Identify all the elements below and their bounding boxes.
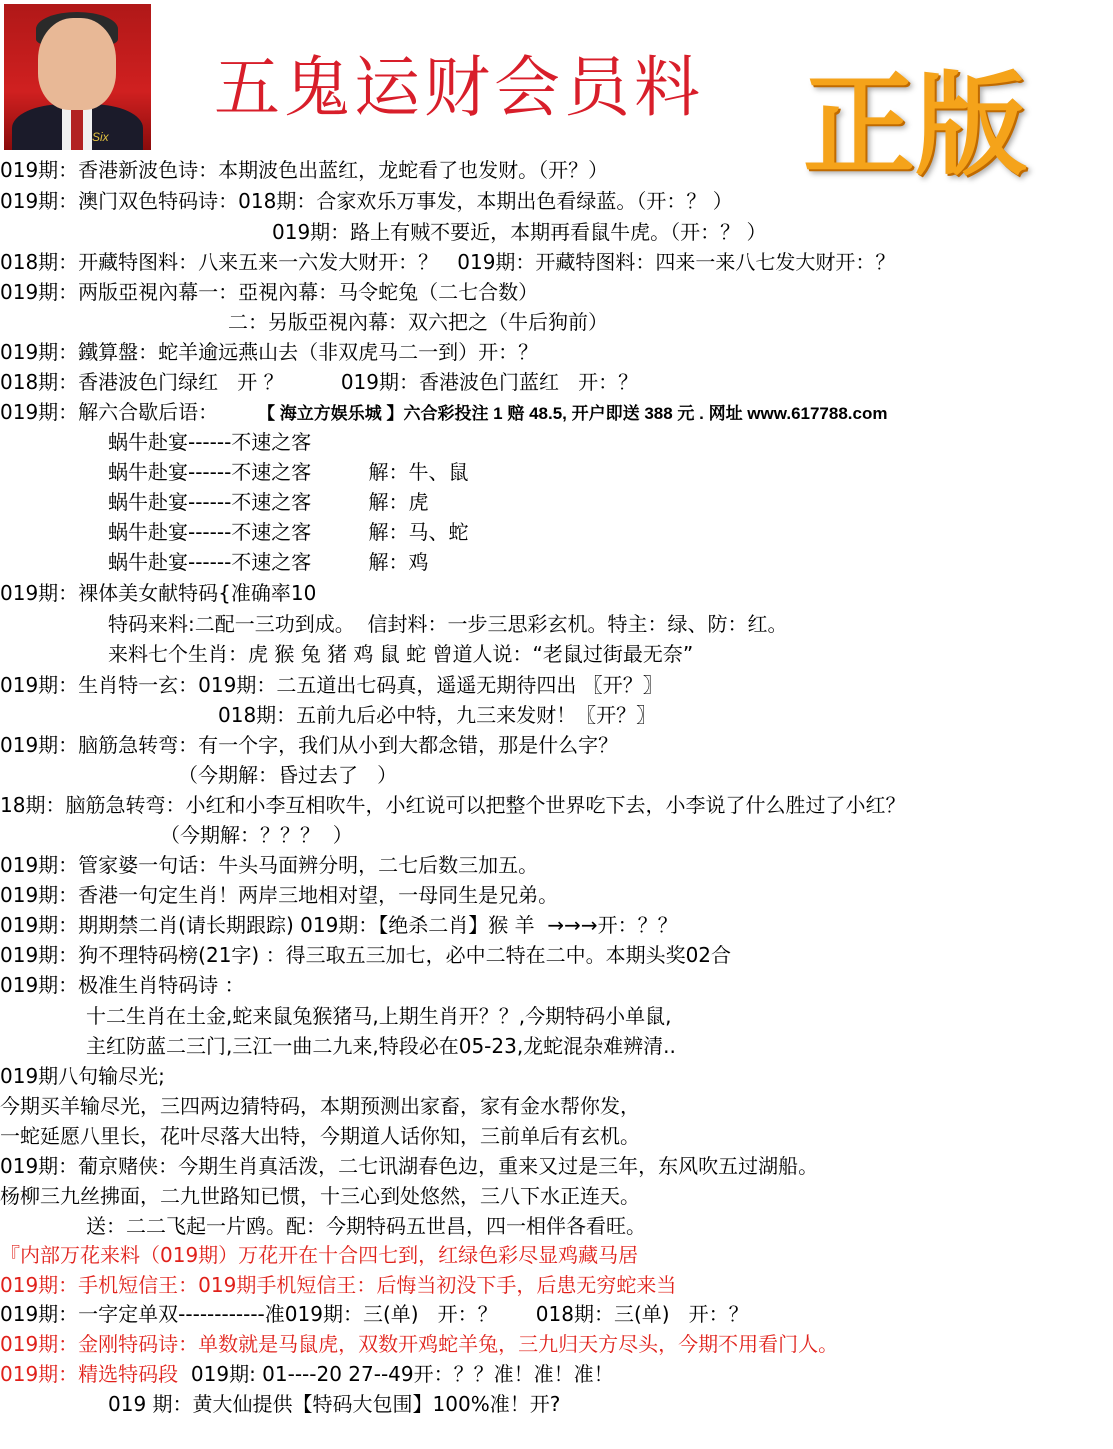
text-line: 主红防蓝二三门,三江一曲二九来,特段必在05-23,龙蛇混杂难辨清..: [86, 1034, 676, 1058]
text-line: （今期解：昏过去了 ）: [178, 763, 398, 787]
text-line: 一蛇延愿八里长，花叶尽落大出特，今期道人话你知，三前单后有玄机。: [0, 1124, 640, 1148]
text-line: 018期：开藏特图料：八来五来一六发大财开：？ 019期：开藏特图料：四来一来八七发大财开：？: [0, 250, 896, 274]
photo-tie: [71, 108, 83, 150]
text-line: 来料七个生肖：虎 猴 兔 猪 鸡 鼠 蛇 曾道人说：“老鼠过街最无奈”: [108, 642, 694, 666]
text-line: 019期：两版亞視內幕一：亞視內幕：马令蛇兔（二七合数）: [0, 280, 539, 304]
text-line: 018期：五前九后必中特，九三来发财！〖开？〗: [218, 703, 657, 727]
text-line: 019期：手机短信王：019期手机短信王：后悔当初没下手，后患无穷蛇来当: [0, 1273, 677, 1297]
text-line: 019期：一字定单双------------准019期：三(单) 开：？ 018期：三(单) 开：？: [0, 1302, 749, 1326]
text-line: 十二生肖在土金,蛇来鼠兔猴猪马,上期生肖开？？,今期特码小单鼠,: [86, 1004, 672, 1028]
text-line: 019期：香港新波色诗：本期波色出蓝红，龙蛇看了也发财。（开？）: [0, 158, 609, 182]
text-line: 019期：管家婆一句话：牛头马面辨分明，二七后数三加五。: [0, 853, 539, 877]
text-line: 019 期：黄大仙提供【特码大包围】100%准！开?: [108, 1392, 561, 1416]
ad-banner-text: 【 海立方娱乐城 】六合彩投注 1 赔 48.5, 开户即送 388 元 . 网址 www.617788.com: [258, 404, 888, 423]
text-line: 二：另版亞視內幕：双六把之（牛后狗前）: [228, 310, 608, 334]
text-line: 019期：裸体美女献特码{准确率10: [0, 581, 317, 605]
text-line: 019期：路上有贼不要近，本期再看鼠牛虎。（开：？ ）: [272, 220, 767, 244]
text-line: 特码来料:二配一三功到成。 信封料：一步三思彩玄机。特主：绿、防：红。: [108, 612, 788, 636]
photo-watermark: Six: [92, 130, 109, 144]
black-suffix: 019期: 01----20 27--49开：？？准！准！准！: [190, 1362, 614, 1386]
text-line: 蜗牛赴宴------不速之客 解：鸡: [108, 550, 429, 574]
text-line: 019期：生肖特一玄：019期：二五道出七码真，遥遥无期待四出 〖开？〗: [0, 673, 663, 697]
text-line: 019期八句输尽光;: [0, 1064, 165, 1088]
portrait-photo: [4, 4, 151, 150]
text-line: 019期：解六合歇后语：: [0, 400, 219, 424]
text-line: 019期：脑筋急转弯：有一个字，我们从小到大都念错，那是什么字？: [0, 733, 619, 757]
text-line: 019期：澳门双色特码诗：018期：合家欢乐万事发，本期出色看绿蓝。（开：？ ）: [0, 189, 733, 213]
text-line: 018期：香港波色门绿红 开 ？ 019期：香港波色门蓝红 开：？: [0, 370, 639, 394]
text-line: 蜗牛赴宴------不速之客: [108, 430, 312, 454]
text-line: 019期：葡京赌侠：今期生肖真活泼，二七讯湖春色边，重来又过是三年，东风吹五过湖船。: [0, 1154, 819, 1178]
text-line: 『内部万花来料（019期）万花开在十合四七到，红绿色彩尽显鸡藏马居: [0, 1243, 639, 1267]
red-prefix: 019期：精选特码段: [0, 1362, 191, 1386]
text-line: 蜗牛赴宴------不速之客 解：虎: [108, 490, 429, 514]
text-line: [0, 1362, 614, 1386]
text-line: 019期：期期禁二肖(请长期跟踪) 019期：【绝杀二肖】猴 羊 →→→开：？？: [0, 913, 678, 937]
text-line: 蜗牛赴宴------不速之客 解：马、蛇: [108, 520, 469, 544]
text-line: 019期：金刚特码诗：单数就是马鼠虎，双数开鸡蛇羊兔，三九归天方尽头，今期不用看门人。: [0, 1332, 839, 1356]
text-line: 杨柳三九丝拂面，二九世路知已惯，十三心到处悠然，三八下水正连天。: [0, 1184, 640, 1208]
text-line: 蜗牛赴宴------不速之客 解：牛、鼠: [108, 460, 469, 484]
text-line: 今期买羊输尽光，三四两边猜特码，本期预测出家畜，家有金水帮你发，: [0, 1094, 640, 1118]
page-title: 五鬼运财会员料: [214, 49, 704, 126]
text-line: 019期：狗不理特码榜(21字) ：得三取五三加七，必中二特在二中。本期头奖02合: [0, 943, 732, 967]
text-line: 18期：脑筋急转弯：小红和小李互相吹牛，小红说可以把整个世界吃下去，小李说了什么胜过了小红？: [0, 793, 906, 817]
text-line: 送：二二飞起一片鸥。配：今期特码五世昌，四一相伴各看旺。: [86, 1214, 646, 1238]
text-line: 019期：极准生肖特码诗 ：: [0, 973, 245, 997]
authentic-badge: 正版: [803, 61, 1027, 191]
text-line: 019期：鐵算盤：蛇羊逾远燕山去（非双虎马二一到）开：？: [0, 340, 539, 364]
text-line: 019期：香港一句定生肖！两岸三地相对望，一母同生是兄弟。: [0, 883, 559, 907]
photo-face: [38, 18, 116, 110]
text-line: （今期解：？？？ ）: [160, 823, 353, 847]
